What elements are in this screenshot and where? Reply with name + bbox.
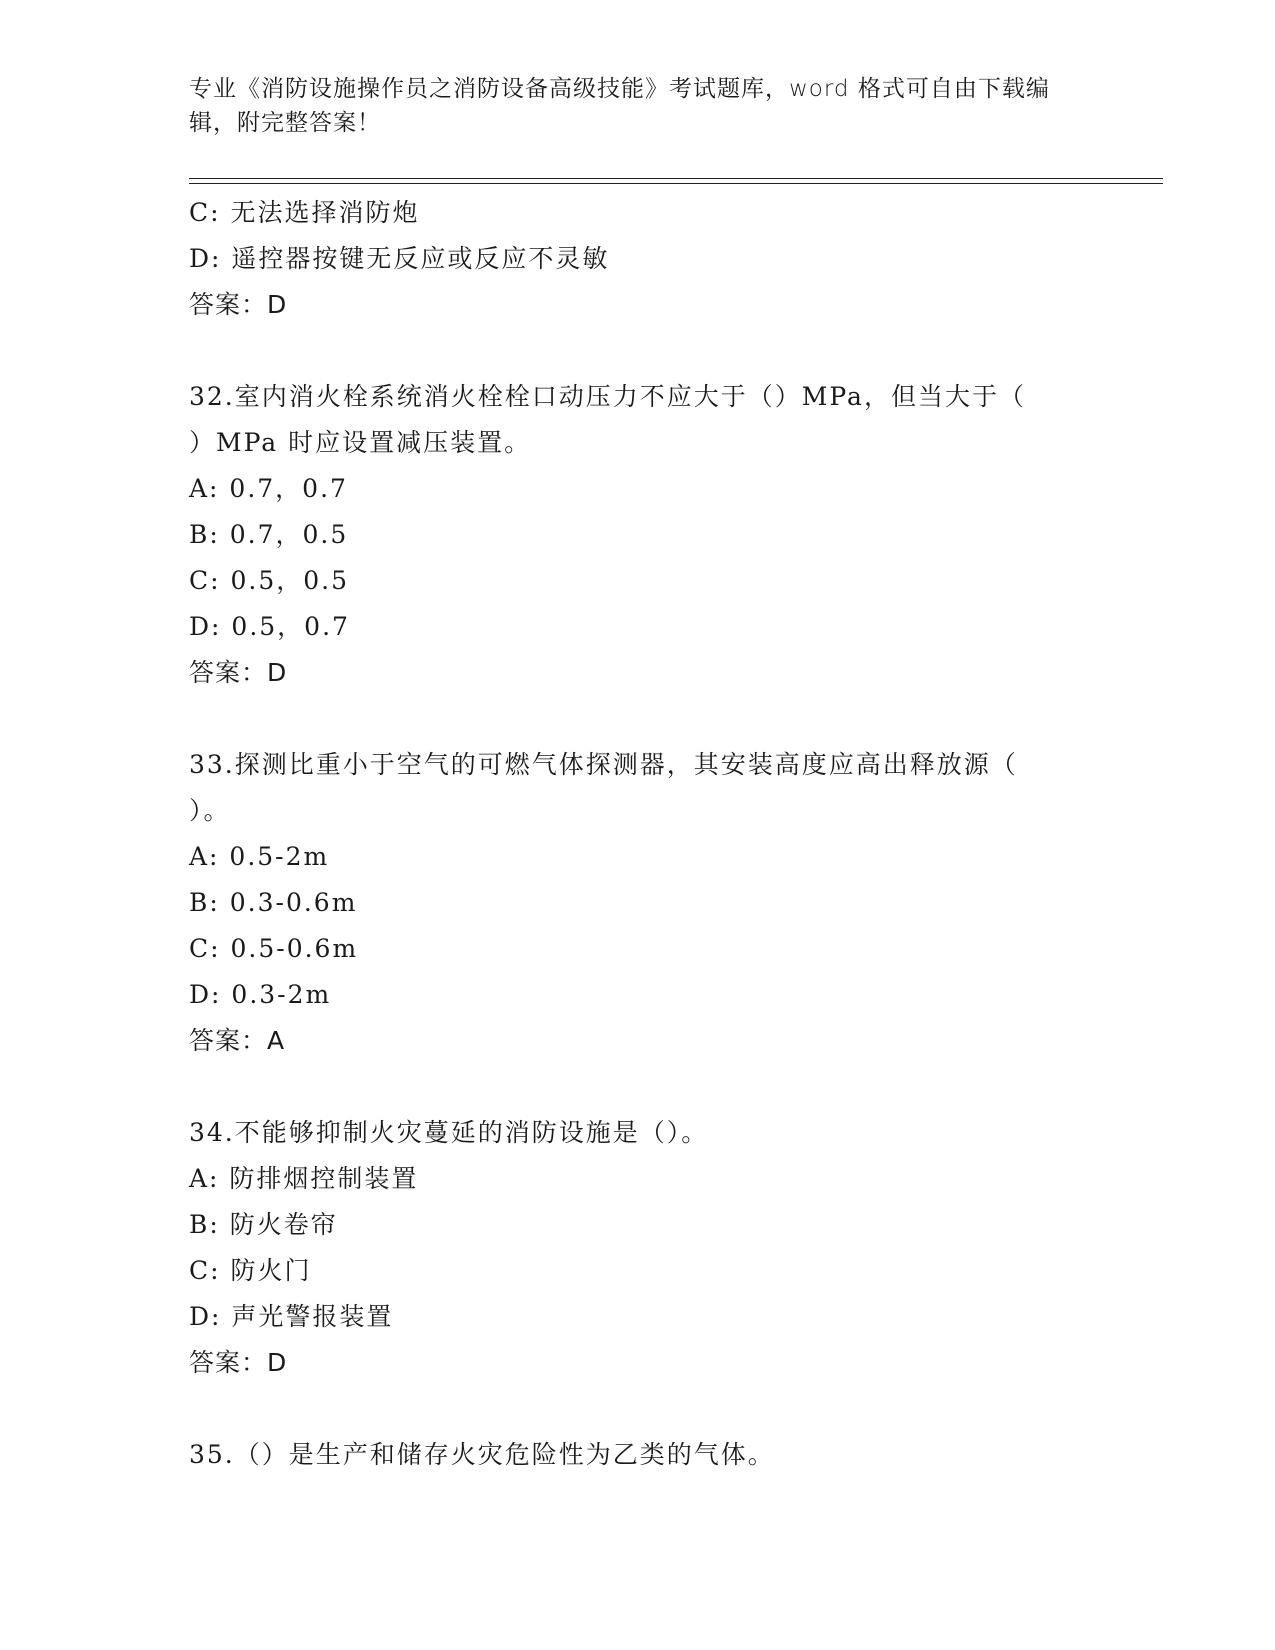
question-stem-line-1: 32.室内消火栓系统消火栓栓口动压力不应大于（）MPa，但当大于（ [189,382,1026,411]
spacer [189,1064,1109,1110]
question-32 [189,374,1109,696]
option-c: C: 防火门 [189,1256,312,1285]
header-divider-bottom [189,183,1163,184]
option-d: D: 声光警报装置 [189,1302,394,1331]
spacer [189,1386,1109,1432]
question-34 [189,1110,1109,1386]
spacer [189,328,1109,374]
question-33 [189,742,1109,1064]
question-stem-line-1: 35.（）是生产和储存火灾危险性为乙类的气体。 [189,1440,775,1469]
document-header [189,72,1089,140]
question-31-continued [189,190,1109,328]
question-stem-line-1: 34.不能够抑制火灾蔓延的消防设施是（）。 [189,1118,709,1147]
option-b: B: 0.7，0.5 [189,520,349,549]
option-d: D: 遥控器按键无反应或反应不灵敏 [189,244,610,273]
answer-line: 答案：A [189,1026,286,1055]
question-35 [189,1432,1109,1478]
option-b: B: 0.3-0.6m [189,888,358,917]
option-a: A: 0.5-2m [189,842,330,871]
question-stem-line-2: ）MPa 时应设置减压装置。 [189,428,532,457]
option-d: D: 0.5，0.7 [189,612,350,641]
option-c: C: 无法选择消防炮 [189,198,420,227]
question-stem-line-1: 33.探测比重小于空气的可燃气体探测器，其安装高度应高出释放源（ [189,750,1018,779]
option-c: C: 0.5，0.5 [189,566,350,595]
question-stem-line-2: ）。 [189,796,231,825]
answer-line: 答案：D [189,1348,288,1377]
header-divider-top [189,178,1163,179]
option-d: D: 0.3-2m [189,980,332,1009]
option-a: A: 0.7，0.7 [189,474,348,503]
header-line-2: 辑，附完整答案！ [189,110,381,136]
question-list [189,190,1109,1478]
answer-line: 答案：D [189,290,288,319]
answer-line: 答案：D [189,658,288,687]
spacer [189,696,1109,742]
header-line-1: 专业《消防设施操作员之消防设备高级技能》考试题库，word 格式可自由下载编 [189,76,1050,102]
option-c: C: 0.5-0.6m [189,934,359,963]
option-a: A: 防排烟控制装置 [189,1164,419,1193]
option-b: B: 防火卷帘 [189,1210,338,1239]
